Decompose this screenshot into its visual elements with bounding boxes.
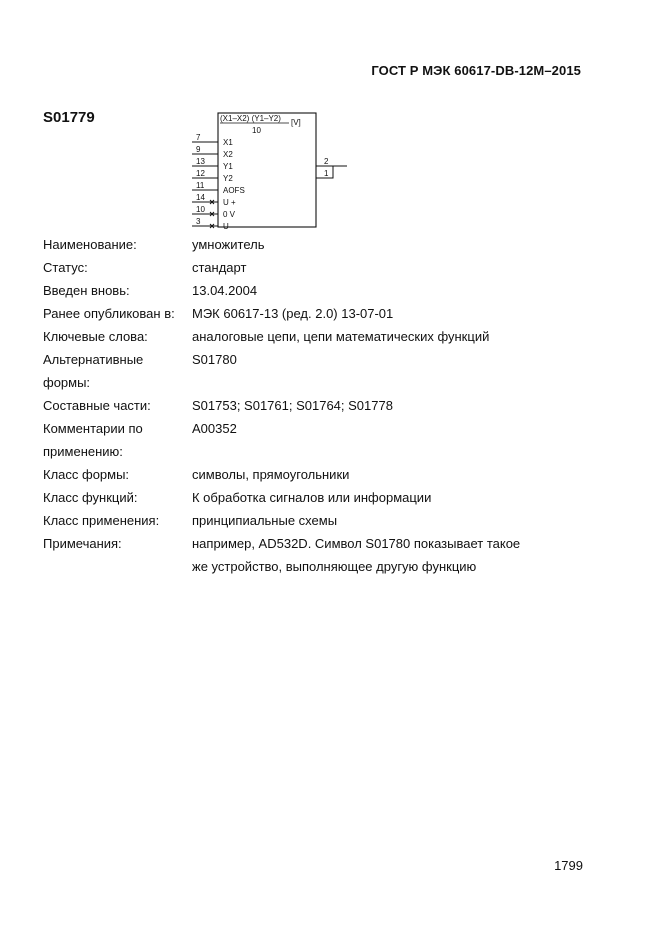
symbol-top-label: (X1–X2) (Y1–Y2) bbox=[220, 114, 281, 123]
property-row bbox=[43, 509, 583, 532]
property-value-line: умножитель bbox=[192, 237, 265, 252]
property-label: Класс функций: bbox=[43, 490, 138, 505]
property-value-line: символы, прямоугольники bbox=[192, 467, 350, 482]
property-value bbox=[192, 486, 583, 509]
input-pin-number: 10 bbox=[196, 205, 205, 214]
document-standard-title: ГОСТ Р МЭК 60617-DB-12M–2015 bbox=[371, 63, 581, 78]
symbol-unit: [V] bbox=[291, 118, 301, 127]
property-label: Введен вновь: bbox=[43, 283, 130, 298]
property-value bbox=[192, 279, 583, 302]
property-value-line: аналоговые цепи, цепи математических функций bbox=[192, 329, 490, 344]
property-label: Ранее опубликован в: bbox=[43, 306, 175, 321]
output-pin-number: 2 bbox=[324, 157, 329, 166]
property-value-line: МЭК 60617-13 (ред. 2.0) 13-07-01 bbox=[192, 306, 394, 321]
symbol-outputs bbox=[316, 157, 347, 178]
property-value bbox=[192, 302, 583, 325]
property-label: Альтернативные формы: bbox=[43, 352, 144, 390]
multiplier-symbol-diagram bbox=[190, 108, 360, 230]
input-pin-number: 13 bbox=[196, 157, 205, 166]
input-pin-number: 9 bbox=[196, 145, 201, 154]
input-pin-number: 7 bbox=[196, 133, 201, 142]
property-label: Класс формы: bbox=[43, 467, 130, 482]
output-pin-number: 1 bbox=[324, 169, 329, 178]
property-value-line: К обработка сигналов или информации bbox=[192, 490, 432, 505]
input-pin-number: 12 bbox=[196, 169, 205, 178]
property-row bbox=[43, 394, 583, 417]
page-number: 1799 bbox=[554, 858, 583, 873]
property-label: Наименование: bbox=[43, 237, 137, 252]
input-pin-label: AOFS bbox=[223, 186, 245, 195]
property-label: Статус: bbox=[43, 260, 88, 275]
symbol-code: S01779 bbox=[43, 109, 95, 126]
property-value-line: же устройство, выполняющее другую функцию bbox=[192, 559, 477, 574]
input-pin-label: Y2 bbox=[223, 174, 233, 183]
input-pin-number: 14 bbox=[196, 193, 205, 202]
input-pin-number: 11 bbox=[196, 181, 205, 190]
property-row bbox=[43, 233, 583, 256]
input-pin-label: X2 bbox=[223, 150, 233, 159]
property-label: Комментарии по применению: bbox=[43, 421, 143, 459]
input-pin-number: 3 bbox=[196, 217, 201, 226]
property-row bbox=[43, 325, 583, 348]
input-pin-label: X1 bbox=[223, 138, 233, 147]
property-value bbox=[192, 348, 583, 394]
property-label: Примечания: bbox=[43, 536, 122, 551]
symbol-factor: 10 bbox=[252, 126, 261, 135]
property-value-line: A00352 bbox=[192, 421, 237, 436]
property-value bbox=[192, 394, 583, 417]
property-value bbox=[192, 509, 583, 532]
property-value-line: стандарт bbox=[192, 260, 247, 275]
property-value bbox=[192, 417, 583, 463]
property-value-line: например, AD532D. Символ S01780 показывает такое bbox=[192, 536, 521, 551]
property-value bbox=[192, 532, 583, 578]
property-value bbox=[192, 233, 583, 256]
property-row bbox=[43, 256, 583, 279]
property-value-line: S01753; S01761; S01764; S01778 bbox=[192, 398, 393, 413]
property-value-line: S01780 bbox=[192, 352, 237, 367]
property-row bbox=[43, 486, 583, 509]
property-label: Класс применения: bbox=[43, 513, 160, 528]
property-row bbox=[43, 417, 583, 463]
input-pin-label: U + bbox=[223, 198, 236, 207]
property-row bbox=[43, 348, 583, 394]
property-value-line: 13.04.2004 bbox=[192, 283, 258, 298]
property-row bbox=[43, 279, 583, 302]
property-label: Составные части: bbox=[43, 398, 151, 413]
input-pin-label: U – bbox=[223, 222, 236, 230]
property-row bbox=[43, 302, 583, 325]
properties-list bbox=[43, 233, 583, 578]
property-value bbox=[192, 256, 583, 279]
property-value bbox=[192, 463, 583, 486]
input-pin-label: 0 V bbox=[223, 210, 236, 219]
property-row bbox=[43, 532, 583, 578]
property-value bbox=[192, 325, 583, 348]
input-pin-label: Y1 bbox=[223, 162, 233, 171]
property-label: Ключевые слова: bbox=[43, 329, 148, 344]
property-row bbox=[43, 463, 583, 486]
property-value-line: принципиальные схемы bbox=[192, 513, 338, 528]
